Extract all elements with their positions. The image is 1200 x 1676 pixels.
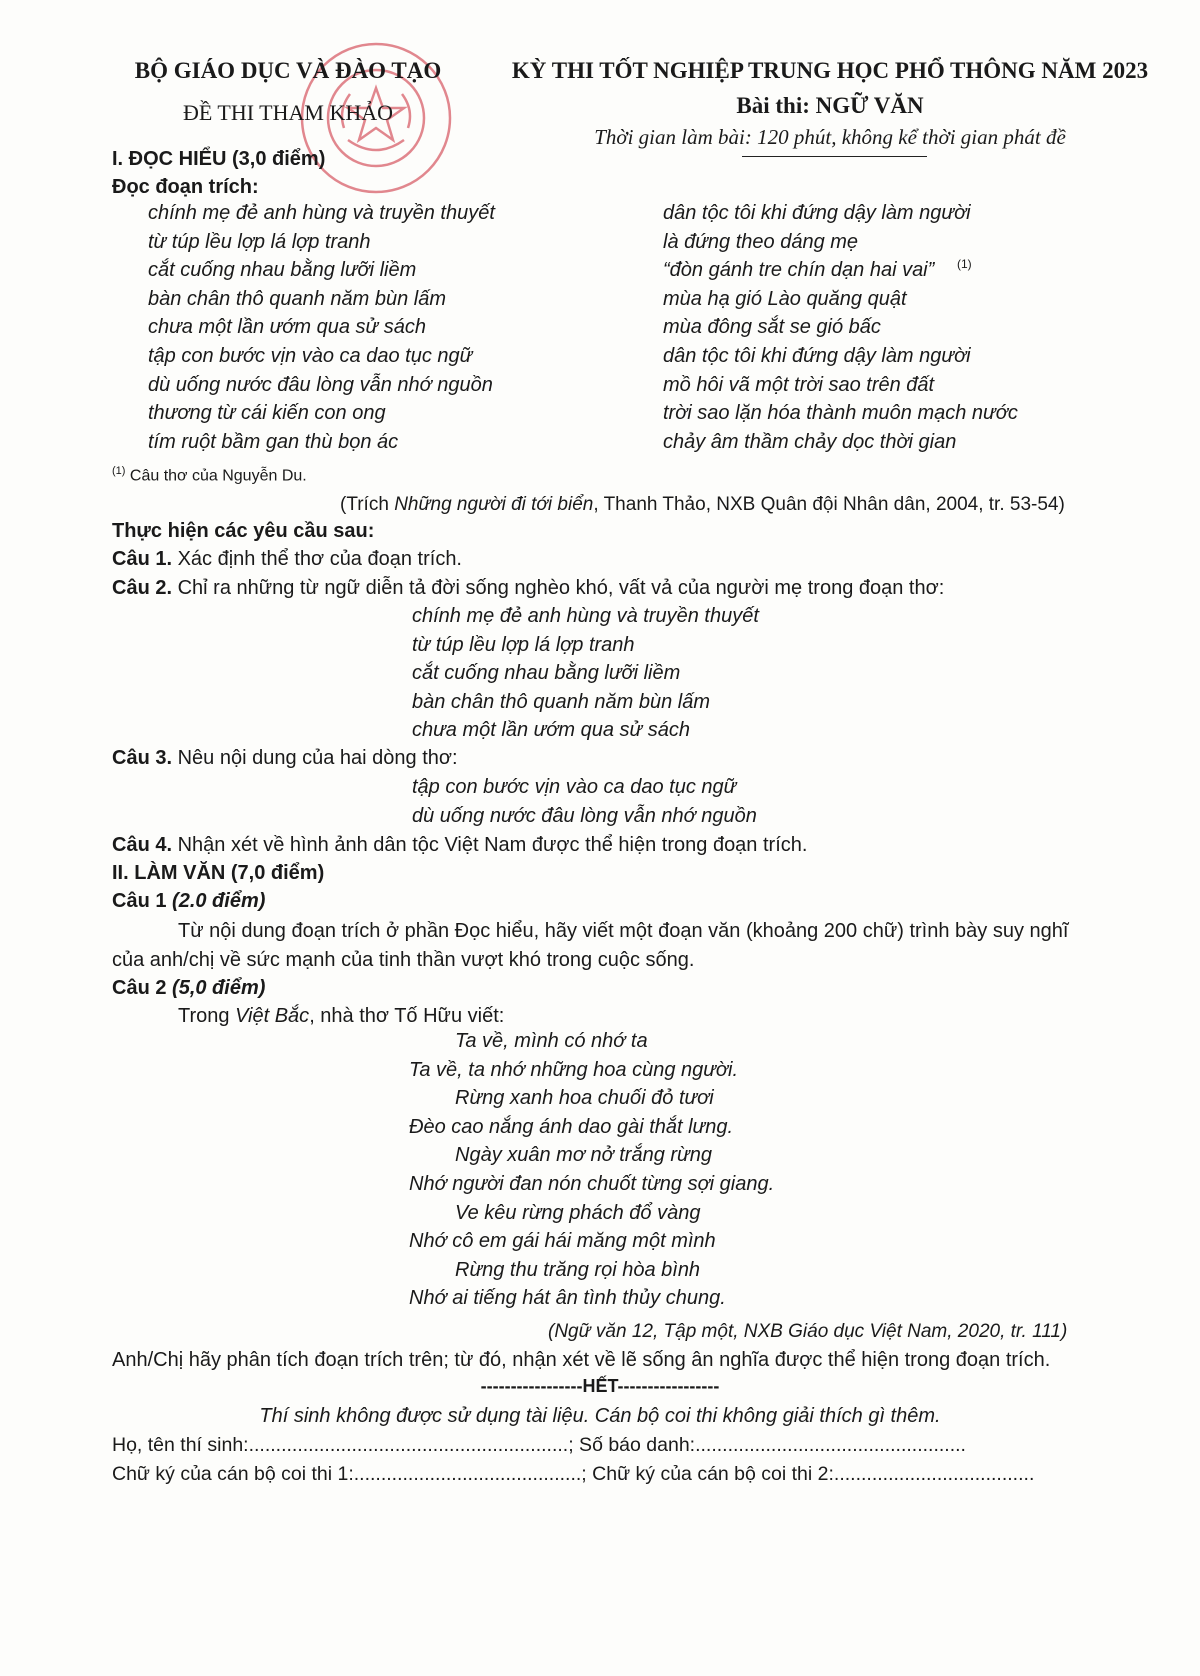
essay-2-heading <box>112 977 265 1000</box>
question-4 <box>112 834 807 857</box>
c2-points: (5,0 điểm) <box>172 977 266 999</box>
time-value: 120 phút <box>757 125 832 149</box>
exam-time <box>500 125 1160 150</box>
poem-right-line: mồ hôi vã một trời sao trên đất <box>663 373 935 396</box>
poem-left-line: thương từ cái kiến con ong <box>148 402 386 425</box>
c2-label: Câu 2 <box>112 977 173 999</box>
q2-label: Câu 2. <box>112 577 173 599</box>
source-title: Những người đi tới biển <box>394 494 594 515</box>
c1-label: Câu 1 <box>112 890 173 912</box>
essay-2-source: (Ngữ văn 12, Tập một, NXB Giáo dục Việt Nam, 2020, tr. 111) <box>548 1321 1068 1342</box>
exam-note: Thí sinh không được sử dụng tài liệu. Cán bộ coi thi không giải thích gì thêm. <box>259 1405 941 1427</box>
q2-poem-line: từ túp lều lợp lá lợp tranh <box>412 633 635 656</box>
proctor-signature-line: Chữ ký của cán bộ coi thi 1:..........................................; Chữ ký của cán bộ coi thi 2:..................................... <box>112 1463 1035 1485</box>
essay-2-intro <box>178 1005 504 1028</box>
q3-label: Câu 3. <box>112 747 173 769</box>
c1-points: (2.0 điểm) <box>172 890 266 912</box>
q2-poem-line: chính mẹ đẻ anh hùng và truyền thuyết <box>412 605 759 627</box>
part2-title: II. LÀM VĂN (7,0 điểm) <box>112 862 325 884</box>
q2-poem-line: chưa một lần ướm qua sử sách <box>412 719 691 741</box>
viet-bac-poem-line: Nhớ người đan nón chuốt từng sợi giang. <box>409 1173 775 1195</box>
exam-subject: Bài thi: NGỮ VĂN <box>736 93 924 118</box>
poem-left-line: dù uống nước đâu lòng vẫn nhớ nguồn <box>148 373 493 396</box>
poem-right-line: mùa đông sắt se gió bấc <box>663 316 881 339</box>
footnote-mark: (1) <box>112 465 126 477</box>
question-2 <box>112 577 944 600</box>
viet-bac-poem-line: Nhớ cô em gái hái măng một mình <box>409 1230 716 1253</box>
viet-bac-poem-line: Đèo cao nắng ánh dao gài thắt lưng. <box>409 1115 734 1138</box>
poem-right-line: “đòn gánh tre chín dạn hai vai” <box>663 259 935 282</box>
poem-right-line: là đứng theo dáng mẹ <box>663 230 859 253</box>
c2-intro-prefix: Trong <box>178 1005 236 1027</box>
source-suffix: , Thanh Thảo, NXB Quân đội Nhân dân, 2004, tr. 53-54) <box>593 494 1065 515</box>
time-suffix: , không kể thời gian phát đề <box>831 125 1066 149</box>
viet-bac-poem-line: Ngày xuân mơ nở trắng rừng <box>455 1144 712 1167</box>
ministry-name: BỘ GIÁO DỤC VÀ ĐÀO TẠO <box>134 58 442 83</box>
footnote <box>112 465 307 485</box>
part1-intro: Đọc đoạn trích: <box>112 176 259 198</box>
poem-right-line: dân tộc tôi khi đứng dậy làm người <box>663 345 971 367</box>
footnote-text: Câu thơ của Nguyễn Du. <box>129 467 307 485</box>
question-1 <box>112 548 462 571</box>
source-prefix: (Trích <box>340 494 395 515</box>
exam-type: ĐỀ THI THAM KHẢO <box>182 100 393 125</box>
q2-poem-line: cắt cuống nhau bằng lưỡi liềm <box>412 662 681 684</box>
poem-left-line: cắt cuống nhau bằng lưỡi liềm <box>148 259 417 282</box>
poem-left-line: chưa một lần ướm qua sử sách <box>148 316 427 339</box>
poem-right-line: chảy âm thầm chảy dọc thời gian <box>663 430 957 453</box>
candidate-info-line: Họ, tên thí sinh:...........................................................; Số báo danh:.................................................. <box>112 1434 966 1456</box>
source-citation <box>340 494 1065 516</box>
poem-left-line: tập con bước vịn vào ca dao tục ngữ <box>148 345 473 367</box>
q4-text: Nhận xét về hình ảnh dân tộc Việt Nam được thể hiện trong đoạn trích. <box>172 834 808 856</box>
c2-intro-suffix: , nhà thơ Tố Hữu viết: <box>309 1005 505 1027</box>
q2-poem-line: bàn chân thô quanh năm bùn lấm <box>412 690 710 713</box>
poem-footnote-mark: (1) <box>957 257 972 272</box>
header-underline <box>742 156 927 157</box>
end-marker: -----------------HẾT----------------- <box>480 1376 720 1396</box>
time-prefix: Thời gian làm bài: <box>594 125 758 149</box>
poem-left-line: chính mẹ đẻ anh hùng và truyền thuyết <box>148 202 495 224</box>
poem-left-line: tím ruột bầm gan thù bọn ác <box>148 430 399 453</box>
poem-right-line: dân tộc tôi khi đứng dậy làm người <box>663 202 971 224</box>
viet-bac-poem-line: Ta về, mình có nhớ ta <box>455 1030 648 1052</box>
q3-poem-line: tập con bước vịn vào ca dao tục ngữ <box>412 776 737 798</box>
essay-2-task: Anh/Chị hãy phân tích đoạn trích trên; từ đó, nhận xét về lẽ sống ân nghĩa được thể hiện trong đoạn trích. <box>112 1349 1051 1371</box>
q3-text: Nêu nội dung của hai dòng thơ: <box>172 747 458 769</box>
poem-right-line: mùa hạ gió Lào quăng quật <box>663 287 907 310</box>
essay-1-line-2: của anh/chị về sức mạnh của tinh thần vượt khó trong cuộc sống. <box>112 949 695 971</box>
poem-left-line: từ túp lều lợp lá lợp tranh <box>148 230 371 253</box>
requirements-heading: Thực hiện các yêu cầu sau: <box>112 520 375 542</box>
poem-left-line: bàn chân thô quanh năm bùn lấm <box>148 287 446 310</box>
q4-label: Câu 4. <box>112 834 173 856</box>
exam-title: KỲ THI TỐT NGHIỆP TRUNG HỌC PHỔ THÔNG NĂM 2023 <box>511 58 1149 83</box>
q3-poem-line: dù uống nước đâu lòng vẫn nhớ nguồn <box>412 804 757 827</box>
c2-intro-work: Việt Bắc <box>235 1005 310 1027</box>
essay-1-line-1: Từ nội dung đoạn trích ở phần Đọc hiểu, hãy viết một đoạn văn (khoảng 200 chữ) trình bày suy nghĩ <box>178 920 1069 942</box>
viet-bac-poem-line: Ta về, ta nhớ những hoa cùng người. <box>409 1058 739 1081</box>
q2-text: Chỉ ra những từ ngữ diễn tả đời sống nghèo khó, vất vả của người mẹ trong đoạn thơ: <box>172 577 945 599</box>
viet-bac-poem-line: Ve kêu rừng phách đổ vàng <box>455 1201 701 1224</box>
viet-bac-poem-line: Rừng thu trăng rọi hòa bình <box>455 1258 701 1281</box>
q1-label: Câu 1. <box>112 548 173 570</box>
viet-bac-poem-line: Rừng xanh hoa chuối đỏ tươi <box>455 1087 714 1110</box>
essay-1-heading <box>112 890 265 913</box>
poem-right-line: trời sao lặn hóa thành muôn mạch nước <box>663 402 1018 425</box>
viet-bac-poem-line: Nhớ ai tiếng hát ân tình thủy chung. <box>409 1287 726 1310</box>
q1-text: Xác định thể thơ của đoạn trích. <box>172 548 462 570</box>
question-3 <box>112 747 458 770</box>
part1-title: I. ĐỌC HIỂU (3,0 điểm) <box>112 148 326 170</box>
